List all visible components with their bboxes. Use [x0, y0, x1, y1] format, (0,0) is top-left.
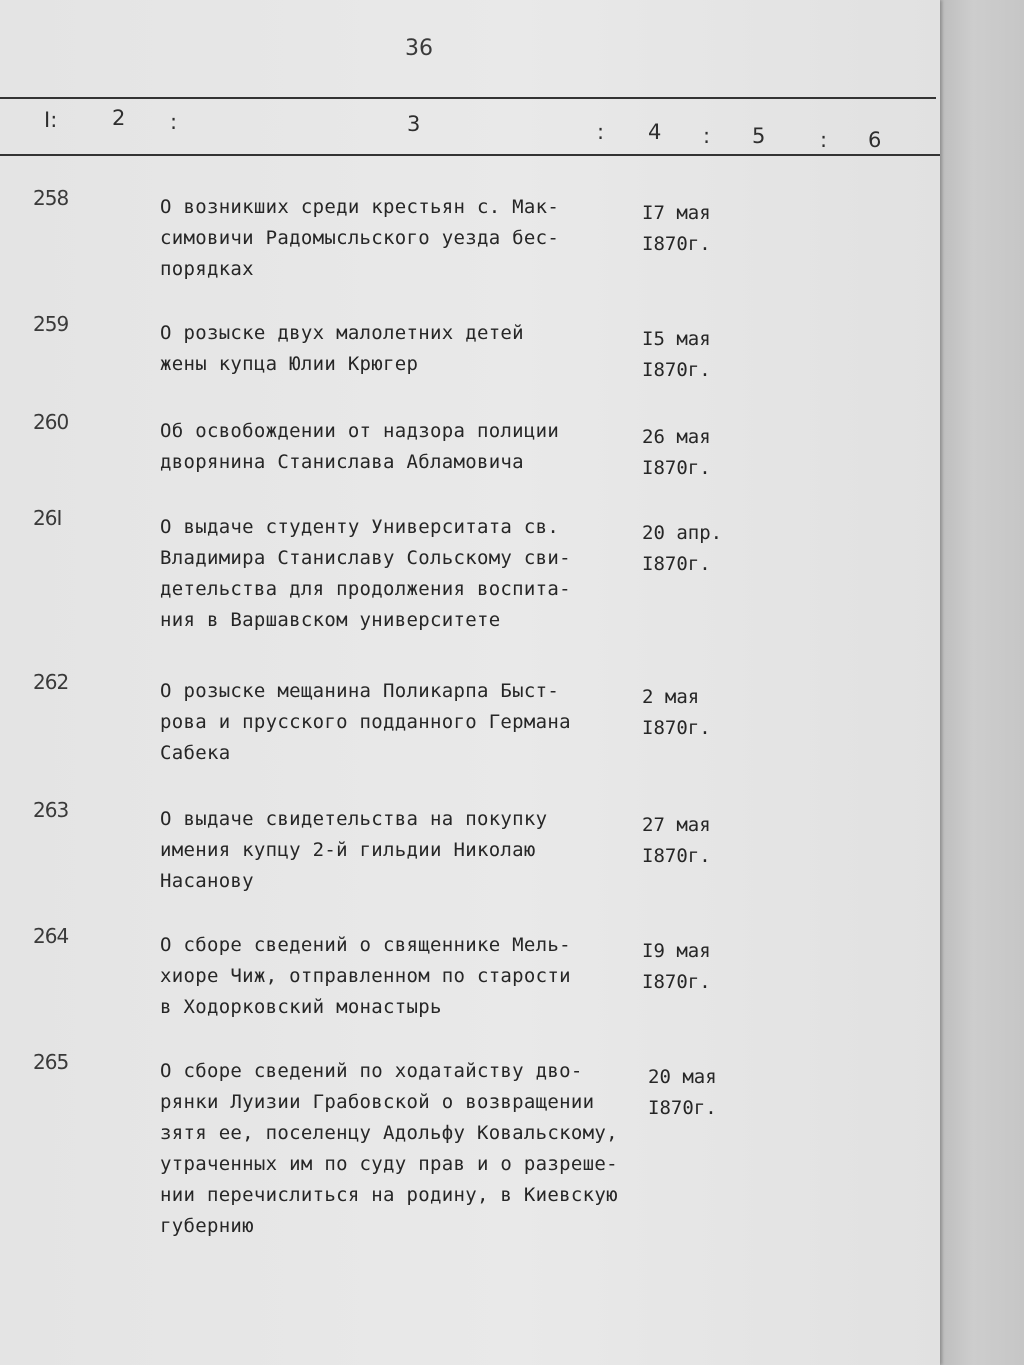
row-description — [160, 318, 630, 380]
description-line: дворянина Станислава Абламовича — [160, 451, 524, 473]
header-separator-2: : — [597, 120, 605, 144]
date-day-month: 2 мая — [642, 686, 700, 708]
row-description — [160, 804, 630, 897]
date-day-month: 26 мая — [642, 426, 711, 448]
header-col-3: 3 — [407, 112, 421, 136]
header-separator-3: : — [703, 124, 711, 148]
date-year: I870г. — [642, 233, 711, 255]
row-number: 26I — [33, 506, 62, 530]
underlying-page-edge — [940, 0, 1024, 1365]
row-date — [642, 324, 711, 386]
date-day-month: I9 мая — [642, 940, 711, 962]
date-year: I870г. — [642, 553, 711, 575]
description-line: утраченных им по суду прав и о разреше- — [160, 1153, 618, 1175]
row-date — [642, 810, 711, 872]
description-line: Владимира Станиславу Сольскому сви- — [160, 547, 571, 569]
row-date — [642, 422, 711, 484]
description-line: жены купца Юлии Крюгер — [160, 353, 419, 375]
date-day-month: 27 мая — [642, 814, 711, 836]
description-line: О розыске мещанина Поликарпа Быст- — [160, 680, 560, 702]
table-header-top-rule — [0, 97, 936, 99]
description-line: Насанову — [160, 870, 254, 892]
date-year: I870г. — [642, 845, 711, 867]
description-line: хиоре Чиж, отправленном по старости — [160, 965, 571, 987]
header-separator-4: : — [820, 128, 828, 152]
row-description — [160, 192, 630, 285]
description-line: симовичи Радомысльского уезда бес- — [160, 227, 560, 249]
description-line: нии перечислиться на родину, в Киевскую — [160, 1184, 618, 1206]
row-description — [160, 512, 630, 636]
description-line: Сабека — [160, 742, 231, 764]
row-date — [642, 518, 722, 580]
row-date — [648, 1062, 717, 1124]
row-number: 264 — [33, 924, 69, 948]
description-line: О розыске двух малолетних детей — [160, 322, 524, 344]
header-col-2: 2 — [112, 106, 126, 130]
date-day-month: 20 мая — [648, 1066, 717, 1088]
row-date — [642, 198, 711, 260]
row-number: 260 — [33, 410, 69, 434]
description-line: О сборе сведений по ходатайству дво- — [160, 1060, 583, 1082]
date-day-month: I7 мая — [642, 202, 711, 224]
date-day-month: I5 мая — [642, 328, 711, 350]
row-description — [160, 416, 630, 478]
row-date — [642, 682, 711, 744]
row-description — [160, 1056, 630, 1242]
header-col-5: 5 — [752, 124, 766, 148]
row-number: 258 — [33, 186, 69, 210]
header-col-6: 6 — [868, 128, 882, 152]
description-line: ния в Варшавском университете — [160, 609, 501, 631]
header-col-4: 4 — [648, 120, 662, 144]
row-number: 265 — [33, 1050, 69, 1074]
description-line: О выдаче студенту Университата св. — [160, 516, 560, 538]
date-year: I870г. — [642, 717, 711, 739]
description-line: О возникших среди крестьян с. Мак- — [160, 196, 560, 218]
date-year: I870г. — [642, 359, 711, 381]
row-number: 262 — [33, 670, 69, 694]
description-line: рова и прусского подданного Германа — [160, 711, 571, 733]
description-line: зятя ее, поселенцу Адольфу Ковальскому, — [160, 1122, 618, 1144]
date-year: I870г. — [642, 457, 711, 479]
header-col-1: I: — [44, 108, 58, 132]
date-year: I870г. — [648, 1097, 717, 1119]
table-header-bottom-rule — [0, 154, 940, 156]
row-date — [642, 936, 711, 998]
header-separator-1: : — [170, 110, 178, 134]
description-line: губернию — [160, 1215, 254, 1237]
description-line: в Ходорковский монастырь — [160, 996, 442, 1018]
row-description — [160, 930, 630, 1023]
description-line: детельства для продолжения воспита- — [160, 578, 571, 600]
date-day-month: 20 апр. — [642, 522, 723, 544]
description-line: О сборе сведений о священнике Мель- — [160, 934, 571, 956]
description-line: порядках — [160, 258, 254, 280]
description-line: О выдаче свидетельства на покупку — [160, 808, 548, 830]
description-line: рянки Луизии Грабовской о возвращении — [160, 1091, 595, 1113]
page-number: 36 — [405, 36, 433, 61]
row-number: 259 — [33, 312, 69, 336]
description-line: имения купцу 2-й гильдии Николаю — [160, 839, 536, 861]
row-number: 263 — [33, 798, 69, 822]
date-year: I870г. — [642, 971, 711, 993]
description-line: Об освобождении от надзора полиции — [160, 420, 560, 442]
row-description — [160, 676, 630, 769]
